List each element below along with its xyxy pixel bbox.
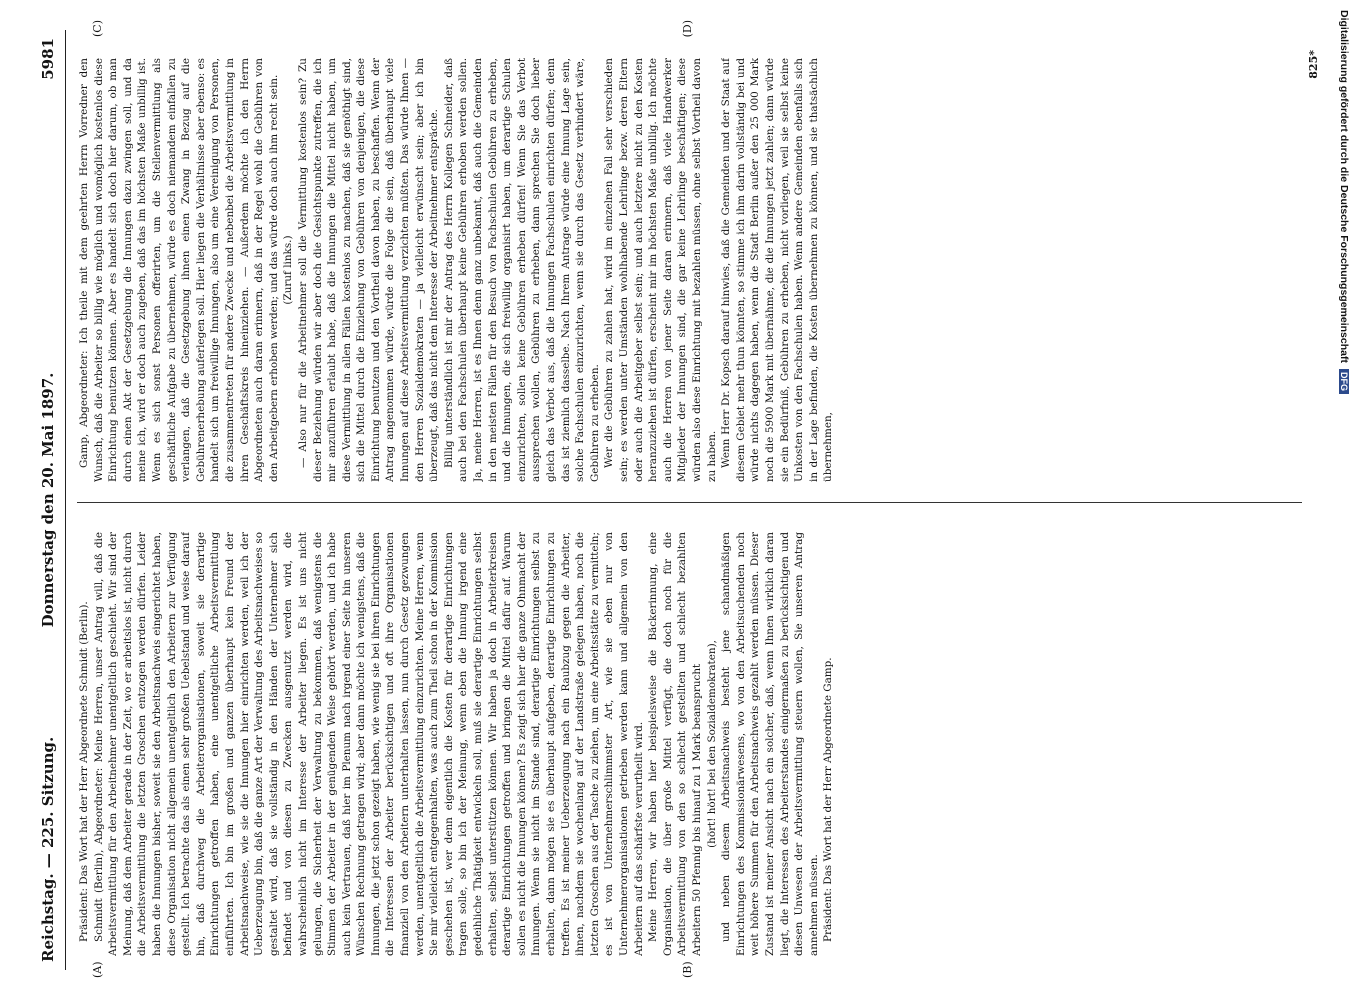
column-divider xyxy=(77,502,1302,503)
paragraph: Präsident: Das Wort hat der Herr Abgeordnete Schmidt (Berlin). xyxy=(78,601,90,942)
right-column xyxy=(77,58,1302,482)
page-header xyxy=(35,20,65,980)
paragraph: Schmidt (Berlin), Abgeordneter: Meine Herren, unser Antrag will, daß die Arbeitsvermittlung für den Arbeitnehmer unentgeltlich geschieht. Wir sind der Meinung, daß dem Arbeiter gerade in der Zeit, wo er arbeitslos ist, nicht durch die Arbeitsvermittlung die letzten Groschen entzogen werden dürfen. Leider haben die Innungen bisher, soweit sie den Arbeitsnachweis eingerichtet haben, diese Organisation nicht allgemein unentgeltlich den Arbeitern zur Verfügung gestellt. Ich betrachte das als einen sehr großen Uebelstand und weise darauf hin, daß durchweg die Arbeiterorganisationen, soweit sie derartige Einrichtungen getroffen haben, eine unentgeltliche Arbeitsvermittlung einführten. Ich bin im großen und ganzen überhaupt kein Freund der Arbeitsnachweise, wie sie die Innungen hier einrichten werden, weil ich der Ueberzeugung bin, daß die ganze Art der Verwaltung des Arbeitsnachweises so gestaltet wird, daß sie vollständig in den Händen der Unternehmer sich befindet und von diesen zu Zwecken ausgenutzt werden wird, die wahrscheinlich nicht im Interesse der Arbeiter liegen. Es ist uns nicht gelungen, die Sicherheit der Verwaltung zu bekommen, daß wenigstens die Stimmen der Arbeiter in der genügenden Weise gehört werden, und ich habe auch kein Vertrauen, daß hier im Plenum nach irgend einer Seite hin unseren Wünschen Rechnung getragen wird; aber dann möchte ich wenigstens, daß die Innungen, die jetzt schon gezeigt haben, wie wenig sie bei ihren Einrichtungen die Interessen der Arbeiter berücksichtigen und oft ihre Organisationen finanziell von den Arbeitern unterhalten lassen, nun durch Gesetz gezwungen werden, unentgeltlich die Arbeitsvermittlung einzurichten. Meine Herren, wenn Sie mir vielleicht entgegenhalten, was auch zum Theil schon in der Kommission geschehen ist, wer denn eigentlich die Kosten für derartige Einrichtungen tragen solle, so bin ich der Meinung, wenn eben die Innung irgend eine gedeihliche Thätigkeit entwickeln soll, muß sie derartige Einrichtungen selbst erhalten, selbst unterstützen können. Wir haben ja doch in Arbeiterkreisen derartige Einrichtungen getroffen und bringen die Mittel dafür auf. Warum sollen es nicht die Innungen können? Es zeigt sich hier die ganze Ohnmacht der Innungen. Wenn sie nicht im Stande sind, derartige Einrichtungen selbst zu erhalten, dann mögen sie es überhaupt aufgeben, derartige Einrichtungen zu treffen. Es ist meiner Ueberzeugung nach ein Raubzug gegen die Arbeiter, ihnen, nachdem sie wochenlang auf der Landstraße gelegen haben, noch die letzten Groschen aus der Tasche zu ziehen, um eine Arbeitsstätte zu vermitteln; es ist von Unternehmerschlimmster Art, wie sie eben nur von Unternehmerorganisationen getrieben werden kann und allgemein von den Arbeitern auf das schärfste verurtheilt wird. xyxy=(92,532,645,956)
paragraph: Wenn Herr Dr. Kopsch darauf hinwies, daß die Gemeinden und der Staat auf diesem Gebiet mehr thun könnten, so stimme ich ihm darin vollständig bei und würde nichts dagegen haben, wenn die Stadt Berlin außer den 25 000 Mark noch die 5900 Mark mit übernähme, die die Innungen jetzt zahlen; dann würde sie ein Bedürfniß, Gebühren zu erheben, nicht vorliegen, weil sie selbst keine Unkosten von den Fachschulen haben. Wenn andere Gemeinden ebenfalls sich in der Lage befinden, die Kosten übernehmen zu können, und sie thatsächlich übernehmen, xyxy=(720,58,835,482)
left-column xyxy=(77,532,1302,956)
footer-number: 825* xyxy=(1307,50,1320,79)
digitization-note xyxy=(1330,10,1350,990)
rotated-document-page xyxy=(21,20,1321,980)
paragraph: — Also nur für die Arbeitnehmer soll die Vermittlung kostenlos sein? Zu dieser Beziehung würden wir aber doch die Gesichtspunkte zutreffen, die ich mir anzuführen erlaubt habe, daß die Innungen die Mittel nicht haben, um diese Vermittlung in allen Fällen kostenlos zu machen, daß sie genöthigt sind, sich die Mittel durch die Einziehung von Gebühren von denjenigen, die diese Einrichtung benutzen und den Vortheil davon haben, zu beschaffen. Wenn der Antrag angenommen würde, würde die Folge die sein, daß überhaupt viele Innungen auf diese Arbeitsvermittlung verzichten müßten. Das würde Ihnen — den Herren Sozialdemokraten — ja vielleicht erwünscht sein; aber ich bin überzeugt, daß das nicht dem Interesse der Arbeitnehmer entspräche. xyxy=(296,58,441,482)
margin-marker-a: (A) xyxy=(91,961,104,978)
header-rule xyxy=(65,30,66,970)
digitization-text xyxy=(1330,10,1350,990)
margin-marker-d: (D) xyxy=(681,20,694,38)
paragraph: und neben diesem Arbeitsnachweis besteht jene schandmäßigen Einrichtungen des Kommissionärwesens, wo von den Arbeitsuchenden noch weit höhere Summen für den Arbeitsnachweis gezahlt werden müssen. Dieser Zustand ist meiner Ansicht nach ein solcher, daß, wenn Ihnen wirklich daran liegt, die Interessen des Arbeiterstandes einigermaßen zu berücksichtigen und diesen Unwesen der Arbeitsvermittlung steuern wollen, Sie unseren Antrag annehmen müssen. xyxy=(720,532,820,956)
interjection: (hört! hört! bei den Sozialdemokraten), xyxy=(705,640,718,848)
margin-marker-b: (B) xyxy=(681,961,694,978)
dfg-logo: DFG xyxy=(1339,369,1349,394)
page-number: 5981 xyxy=(39,38,57,80)
paragraph: Gamp, Abgeordneter: Ich theile mit dem geehrten Herrn Vorredner den Wunsch, daß die Arbeiter so billig wie möglich und womöglich kostenlos diese Einrichtung benutzen können. Aber es handelt sich doch hier darum, ob man durch einen Akt der Gesetzgebung die Innungen dazu zwingen soll, und da meine ich, wird er doch auch zugeben, daß das im höchsten Maße unbillig ist. Wenn es sich sonst Personen offerirten, um die Stellenvermittlung als geschäftliche Aufgabe zu übernehmen, würde es doch niemandem einfallen zu verlangen, daß die Gesetzgebung ihnen einen Zwang in Bezug auf die Gebührenerhebung auferlegen soll. Hier liegen die Verhältnisse aber ebenso: es handelt sich um freiwillige Innungen, also um eine Vereinigung von Personen, die zusammentreten für andere Zwecke und nebenbei die Arbeitsvermittlung in ihren Geschäftskreis hineinziehen. — Außerdem möchte ich den Herrn Abgeordneten auch daran erinnern, daß in der Regel wohl die Gebühren von den Arbeitgebern erhoben werden; und das würde doch auch ihm recht sein. xyxy=(78,58,280,482)
paragraph: Präsident: Das Wort hat der Herr Abgeordnete Gamp. xyxy=(822,657,835,942)
header-left: Reichstag. — 225. Sitzung. xyxy=(39,736,57,962)
interjection: (Zuruf links.) xyxy=(282,235,295,305)
paragraph: Meine Herren, wir haben hier beispielsweise die Bäckerinnung, eine Organisation, die über große Mittel verfügt, die doch noch für die Arbeitsvermittlung von den so schlecht gestellten und schlecht bezahlten Arbeitern 50 Pfennig bis hinauf zu 1 Mark beansprucht xyxy=(647,532,703,956)
funding-credit: Digitalisierung gefördert durch die Deutsche Forschungsgemeinschaft xyxy=(1338,10,1350,363)
header-date: Donnerstag den 20. Mai 1897. xyxy=(39,372,57,628)
margin-marker-c: (C) xyxy=(91,20,104,37)
paragraph: Wer die Gebühren zu zahlen hat, wird im einzelnen Fall sehr verschieden sein; es werden unter Umständen wohlhabende Lehrlinge bezw. deren Eltern oder auch die Arbeitgeber selbst sein; und auch letztere nicht zu den Kosten heranzuziehen ist dürfen, erscheint mir im höchsten Maße unbillig. Ich möchte auch die Herren von jener Seite daran erinnern, daß viele Handwerker Mitglieder der Innungen sind, die gar keine Lehrlinge beschäftigen; diese würden also diese Einrichtung mit bezahlen müssen, ohne selbst Vortheil davon zu haben. xyxy=(603,58,718,482)
paragraph: Billig unterständlich ist mir der Antrag des Herrn Kollegen Schneider, daß auch bei den Fachschulen überhaupt keine Gebühren erhoben werden sollen. Ja, meine Herren, ist es Ihnen denn ganz unbekannt, daß auch die Gemeinden in den meisten Fällen für den Besuch von Fachschulen Gebühren zu erheben, und die Innungen, die sich freiwillig organisirt haben, um derartige Schulen einzurichten, sollen keine Gebühren erheben dürfen! Wenn Sie das Verbot aussprechen wollen, Gebühren zu erheben, dann sprechen Sie doch lieber gleich das Verbot aus, daß die Innungen Fachschulen einrichten dürfen; denn das ist ziemlich dasselbe. Nach Ihrem Antrage würde eine Innung Lage sein, solche Fachschulen einzurichten, wenn sie durch das Gesetz verhindert wäre, Gebühren zu erheben. xyxy=(442,58,601,482)
